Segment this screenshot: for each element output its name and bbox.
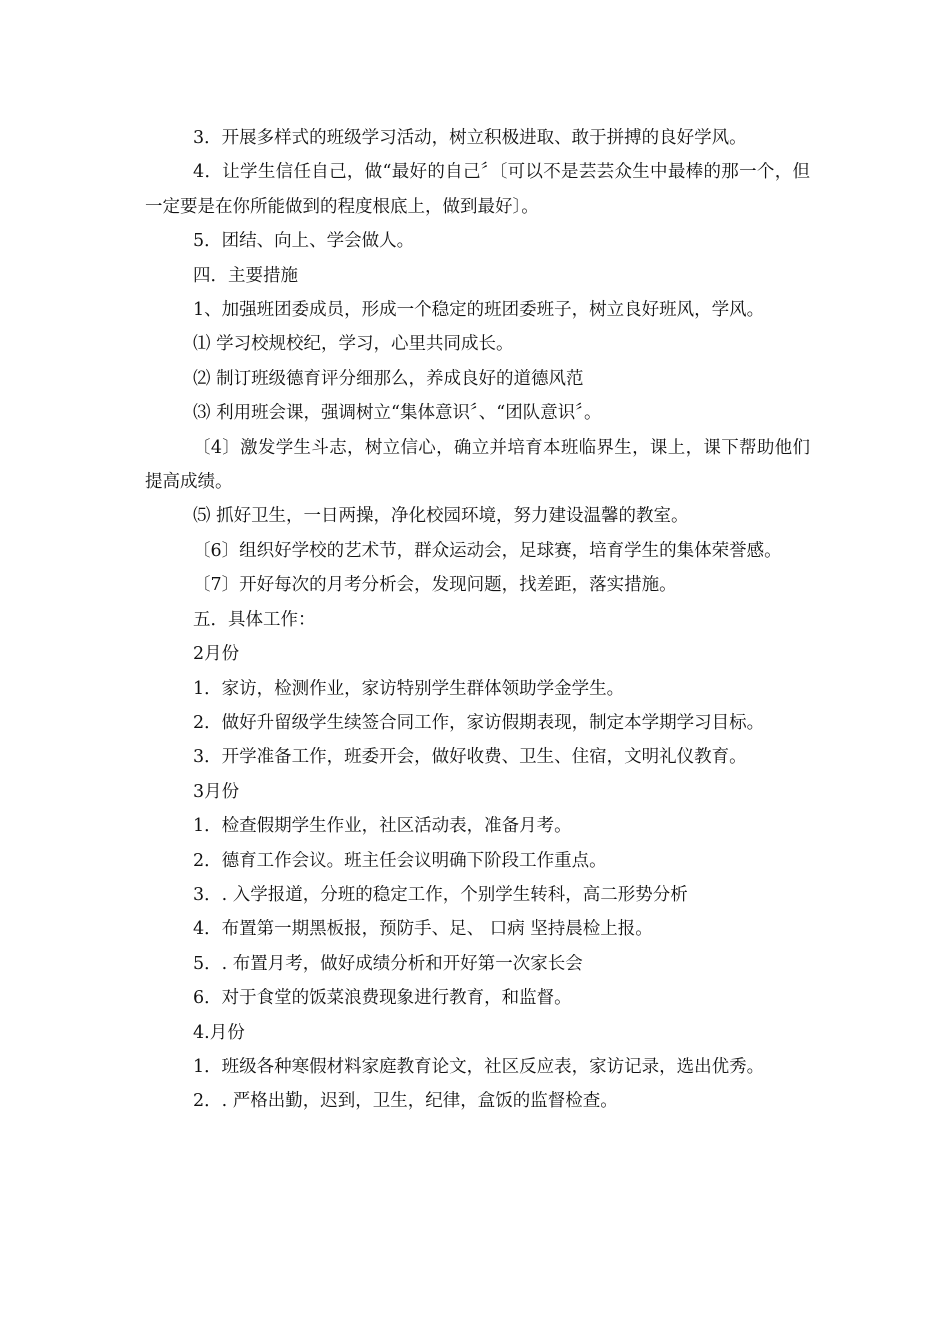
paragraph-march-1: 1．检查假期学生作业，社区活动表，准备月考。 bbox=[193, 816, 572, 837]
paragraph-march-2: 2．德育工作会议。班主任会议明确下阶段工作重点。 bbox=[193, 850, 607, 871]
paragraph-goal-5: 5．团结、向上、学会做人。 bbox=[193, 231, 415, 252]
paragraph-april-2: 2．. 严格出勤，迟到，卫生，纪律，盒饭的监督检查。 bbox=[193, 1091, 618, 1112]
paragraph-measure-1: 1、加强班团委成员，形成一个稳定的班团委班子，树立良好班风，学风。 bbox=[193, 300, 765, 321]
paragraph-march-5: 5．. 布置月考，做好成绩分析和开好第一次家长会 bbox=[193, 953, 583, 974]
paragraph-measure-item-4: 〔4〕激发学生斗志，树立信心，确立并培育本班临界生，课上，课下帮助他们提高成绩。 bbox=[145, 437, 810, 493]
paragraph-goal-4: 4．让学生信任自己，做“最好的自己〞〔可以不是芸芸众生中最棒的那一个，但一定要是在你所能做到的程度根底上，做到最好〕。 bbox=[145, 162, 810, 217]
paragraph-measure-item-2: ⑵ 制订班级德育评分细那么，养成良好的道德风范 bbox=[193, 368, 584, 389]
paragraph-march-4: 4．布置第一期黑板报，预防手、足、 口病 坚持晨检上报。 bbox=[193, 919, 653, 940]
section-heading-measures: 四．主要措施 bbox=[193, 265, 298, 286]
paragraph-april-1: 1．班级各种寒假材料家庭教育论文，社区反应表，家访记录，选出优秀。 bbox=[193, 1056, 765, 1077]
paragraph-measure-item-1: ⑴ 学习校规校纪，学习，心里共同成长。 bbox=[193, 334, 514, 355]
paragraph-february-1: 1．家访，检测作业，家访特别学生群体领助学金学生。 bbox=[193, 678, 625, 699]
section-heading-specific-work: 五．具体工作： bbox=[193, 609, 316, 630]
paragraph-march-3: 3．. 入学报道，分班的稳定工作，个别学生转科，高二形势分析 bbox=[193, 884, 688, 905]
month-heading-march: 3月份 bbox=[193, 781, 240, 802]
paragraph-goal-3: 3．开展多样式的班级学习活动，树立积极进取、敢于拼搏的良好学风。 bbox=[193, 128, 747, 148]
paragraph-measure-item-6: 〔6〕组织好学校的艺术节，群众运动会，足球赛，培育学生的集体荣誉感。 bbox=[193, 540, 782, 561]
paragraph-measure-item-7: 〔7〕开好每次的月考分析会，发现问题，找差距，落实措施。 bbox=[193, 575, 677, 596]
paragraph-february-3: 3．开学准备工作，班委开会，做好收费、卫生、住宿，文明礼仪教育。 bbox=[193, 747, 747, 768]
paragraph-march-6: 6．对于食堂的饭菜浪费现象进行教育，和监督。 bbox=[193, 988, 572, 1009]
month-heading-february: 2月份 bbox=[193, 644, 240, 665]
paragraph-measure-item-5: ⑸ 抓好卫生，一日两操，净化校园环境，努力建设温馨的教室。 bbox=[193, 506, 689, 527]
document-body bbox=[145, 121, 810, 1119]
paragraph-february-2: 2．做好升留级学生续签合同工作，家访假期表现，制定本学期学习目标。 bbox=[193, 712, 765, 733]
month-heading-april: 4.月份 bbox=[193, 1022, 245, 1043]
paragraph-measure-item-3: ⑶ 利用班会课，强调树立“集体意识〞、“团队意识〞。 bbox=[193, 403, 602, 424]
